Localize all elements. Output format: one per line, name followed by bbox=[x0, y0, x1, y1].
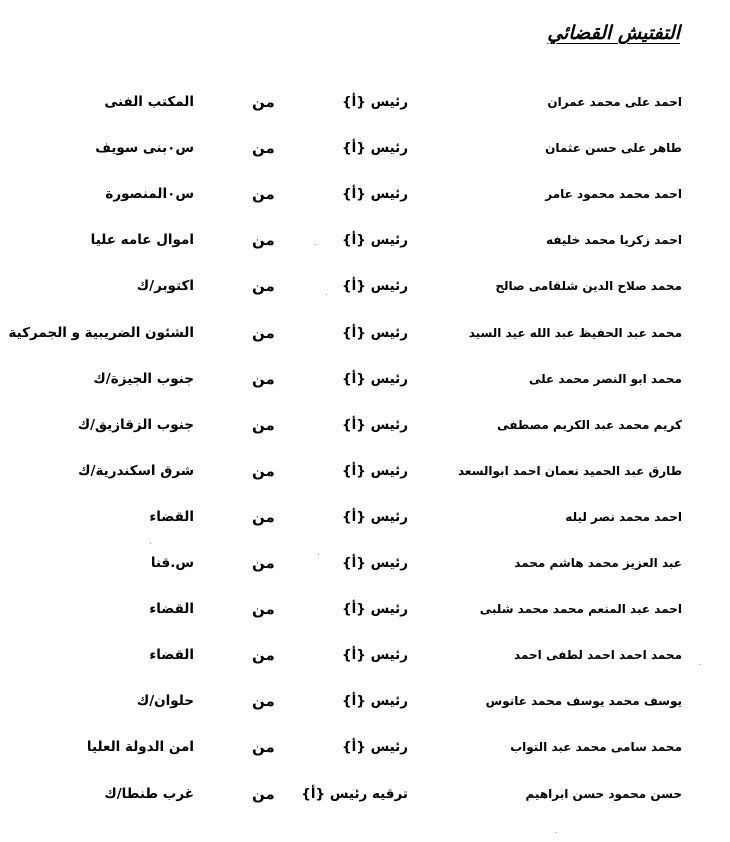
previous-post: س٠المنصورة bbox=[105, 186, 194, 202]
scan-speck bbox=[318, 554, 319, 555]
list-item bbox=[0, 690, 730, 712]
scan-speck bbox=[556, 832, 557, 833]
previous-post: شرق اسكندرية/ك bbox=[78, 463, 194, 479]
scan-speck bbox=[700, 664, 701, 665]
rank-label: رئيس {أ} bbox=[342, 693, 408, 709]
from-label: من bbox=[252, 185, 275, 203]
list-item bbox=[0, 275, 730, 297]
list-item bbox=[0, 91, 730, 113]
list-item bbox=[0, 736, 730, 758]
rank-label: رئيس {أ} bbox=[342, 463, 408, 479]
from-label: من bbox=[252, 370, 275, 388]
previous-post: حلوان/ك bbox=[136, 693, 194, 709]
list-item bbox=[0, 644, 730, 666]
from-label: من bbox=[252, 93, 275, 111]
person-name: محمد صلاح الدين شلقامى صالح bbox=[495, 279, 682, 293]
rank-label: رئيس {أ} bbox=[342, 325, 408, 341]
rank-label: رئيس {أ} bbox=[342, 186, 408, 202]
page-title: التفتيش القضائي bbox=[547, 22, 680, 44]
from-label: من bbox=[252, 416, 275, 434]
previous-post: اكتوبر/ك bbox=[136, 278, 194, 294]
person-name: احمد محمد محمود عامر bbox=[545, 187, 682, 201]
list-item bbox=[0, 183, 730, 205]
from-label: من bbox=[252, 324, 275, 342]
rank-label: رئيس {أ} bbox=[342, 509, 408, 525]
previous-post: القضاء bbox=[149, 509, 194, 525]
person-name: عبد العزيز محمد هاشم محمد bbox=[514, 556, 682, 570]
person-name: احمد عبد المنعم محمد محمد شلبى bbox=[479, 602, 682, 616]
rank-label: رئيس {أ} bbox=[342, 232, 408, 248]
person-name: يوسف محمد يوسف محمد عانوس bbox=[485, 694, 682, 708]
from-label: من bbox=[252, 785, 275, 803]
list-item bbox=[0, 414, 730, 436]
from-label: من bbox=[252, 277, 275, 295]
previous-post: الشئون الضريبية و الجمركية bbox=[8, 325, 194, 341]
from-label: من bbox=[252, 600, 275, 618]
from-label: من bbox=[252, 646, 275, 664]
scan-speck bbox=[150, 543, 151, 544]
rank-label: ترقيه رئيس {أ} bbox=[301, 786, 408, 802]
rank-label: رئيس {أ} bbox=[342, 371, 408, 387]
person-name: محمد احمد احمد لطفى احمد bbox=[514, 648, 682, 662]
from-label: من bbox=[252, 462, 275, 480]
list-item bbox=[0, 598, 730, 620]
previous-post: غرب طنطا/ك bbox=[104, 786, 194, 802]
rank-label: رئيس {أ} bbox=[342, 417, 408, 433]
rank-label: رئيس {أ} bbox=[342, 94, 408, 110]
person-name: حسن محمود حسن ابراهيم bbox=[525, 787, 682, 801]
scan-speck bbox=[316, 244, 317, 245]
previous-post: امن الدولة العليا bbox=[86, 739, 194, 755]
previous-post: القضاء bbox=[149, 647, 194, 663]
scan-speck bbox=[326, 294, 327, 295]
list-item bbox=[0, 460, 730, 482]
rank-label: رئيس {أ} bbox=[342, 647, 408, 663]
person-name: طارق عبد الحميد نعمان احمد ابوالسعد bbox=[458, 464, 682, 478]
list-item bbox=[0, 368, 730, 390]
list-item bbox=[0, 552, 730, 574]
person-name: محمد عبد الحفيظ عبد الله عيد السيد bbox=[468, 326, 682, 340]
from-label: من bbox=[252, 738, 275, 756]
previous-post: اموال عامه عليا bbox=[90, 232, 194, 248]
from-label: من bbox=[252, 554, 275, 572]
person-name: محمد سامى محمد عبد التواب bbox=[510, 740, 682, 754]
from-label: من bbox=[252, 692, 275, 710]
list-item bbox=[0, 137, 730, 159]
from-label: من bbox=[252, 508, 275, 526]
list-item bbox=[0, 506, 730, 528]
rank-label: رئيس {أ} bbox=[342, 140, 408, 156]
previous-post: جنوب الزقازيق/ك bbox=[77, 417, 194, 433]
previous-post: س٠بنى سويف bbox=[95, 140, 194, 156]
person-name: احمد على محمد عمران bbox=[547, 95, 682, 109]
rank-label: رئيس {أ} bbox=[342, 555, 408, 571]
previous-post: جنوب الجيزة/ك bbox=[93, 371, 194, 387]
list-item bbox=[0, 322, 730, 344]
person-name: طاهر على حسن عثمان bbox=[545, 141, 682, 155]
person-name: محمد ابو النصر محمد على bbox=[528, 372, 682, 386]
list-item bbox=[0, 229, 730, 251]
person-name: كريم محمد عبد الكريم مصطفى bbox=[497, 418, 682, 432]
rank-label: رئيس {أ} bbox=[342, 739, 408, 755]
previous-post: القضاء bbox=[149, 601, 194, 617]
person-name: احمد محمد نصر ليله bbox=[565, 510, 682, 524]
rank-label: رئيس {أ} bbox=[342, 601, 408, 617]
rank-label: رئيس {أ} bbox=[342, 278, 408, 294]
person-name: احمد زكريا محمد خليفه bbox=[545, 233, 682, 247]
previous-post: المكتب الفنى bbox=[104, 94, 194, 110]
from-label: من bbox=[252, 231, 275, 249]
list-item bbox=[0, 783, 730, 805]
from-label: من bbox=[252, 139, 275, 157]
previous-post: س.قنا bbox=[150, 555, 194, 571]
